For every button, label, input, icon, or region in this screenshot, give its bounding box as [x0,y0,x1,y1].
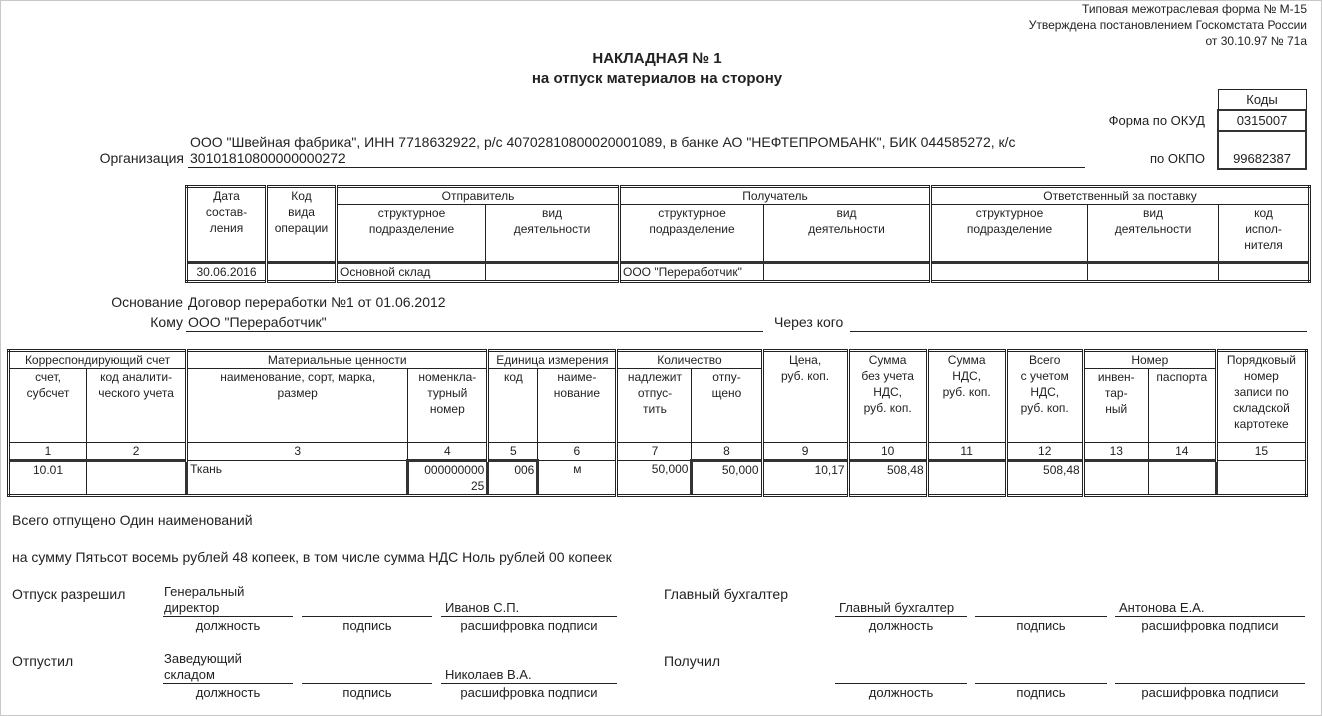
header-sender: Отправитель [337,187,620,205]
received-sign-line[interactable] [975,683,1107,684]
col-num: 13 [1083,443,1148,461]
header-qty-released [692,369,762,443]
sender-receiver-row [187,263,1310,282]
cell-vat[interactable] [927,461,1006,496]
released-position [164,651,242,683]
cell-passport[interactable] [1148,461,1216,496]
h-struct-l1: структурное [658,206,726,220]
document-title: НАКЛАДНАЯ № 1 [592,50,722,67]
h1-l2: субсчет [26,386,70,400]
col-num: 11 [927,443,1006,461]
cell-card-no[interactable] [1216,461,1306,496]
header-receiver-struct [620,205,764,263]
allowed-sign-line[interactable] [302,616,432,617]
h3-l2: размер [277,386,318,400]
h10-l4: руб. коп. [863,401,912,415]
cell-price[interactable]: 10,17 [762,461,848,496]
released-position-l2: складом [164,667,215,682]
received-label: Получил [664,653,720,669]
accountant-caption-sign: подпись [1016,618,1066,633]
h12-l3: НДС, [1030,385,1060,399]
h-struct-l1: структурное [377,206,446,220]
h2-l2: ческого учета [98,386,174,400]
via-underline [850,331,1307,332]
accountant-sign-line[interactable] [975,616,1107,617]
received-caption-name: расшифровка подписи [1141,685,1279,700]
group-unit: Единица измерения [488,351,617,369]
h10-l1: Сумма [868,353,907,367]
h13-l3: ный [1105,402,1128,416]
allowed-name-line [441,616,617,617]
allowed-caption-position: должность [195,618,261,633]
header-responsible: Ответственный за поставку [931,187,1310,205]
group-materials: Материальные ценности [187,351,488,369]
col-num: 4 [408,443,488,461]
header-resp-executor [1219,205,1310,263]
header-date-l2: состав- [205,205,248,219]
h7-l2: отпус- [637,386,673,400]
allowed-position [164,584,244,616]
header-sender-activity [486,205,620,263]
col-num: 9 [762,443,848,461]
allowed-caption-sign: подпись [342,618,392,633]
accountant-name: Антонова Е.А. [1119,600,1205,615]
to-value: ООО "Переработчик" [188,314,327,330]
table-row [9,461,1307,496]
h11-l3: руб. коп. [942,385,991,399]
header-analytic [87,369,187,443]
h15-l1: Порядковый [1226,353,1296,367]
cell-analytic[interactable] [87,461,187,496]
okpo-label: по ОКПО [1149,151,1205,166]
col-num: 8 [692,443,762,461]
h15-l3: записи по [1234,385,1289,399]
h8-l2: щено [711,386,742,400]
header-unit-code [488,369,538,443]
codes-table [1217,89,1307,170]
h-activity-l2: деятельности [513,222,591,236]
cell-sender-activity[interactable] [486,263,620,282]
via-label: Через кого [774,314,844,330]
accountant-caption-position: должность [868,618,934,633]
col-num: 14 [1148,443,1216,461]
h9-l1: Цена, [788,353,822,367]
cell-opcode[interactable] [267,263,337,282]
h-struct-l2: подразделение [368,222,455,236]
allowed-position-l1: Генеральный [164,584,245,599]
header-total [1006,351,1083,443]
okpo-value-text: 99682387 [1233,151,1291,166]
col-num: 15 [1216,443,1306,461]
form-approval-date: от 30.10.97 № 71а [1205,34,1307,48]
h-struct-l2: подразделение [649,222,735,236]
header-receiver: Получатель [620,187,931,205]
cell-sum-no-vat[interactable]: 508,48 [848,461,927,496]
nomenclature-l1: 000000000 [424,463,485,477]
header-resp-activity [1088,205,1219,263]
header-opcode-l2: вида [288,205,315,219]
codes-header: Коды [1218,90,1306,111]
h-exec-l2: испол- [1245,222,1282,236]
released-caption-name: расшифровка подписи [460,685,598,700]
header-sender-struct [337,205,486,263]
column-numbers-row [9,443,1307,461]
h-exec-l3: нителя [1244,238,1283,252]
group-number: Номер [1083,351,1216,369]
cell-account[interactable]: 10.01 [9,461,87,496]
released-position-line [163,683,293,684]
col-num: 10 [848,443,927,461]
released-label: Отпустил [12,653,74,669]
col-num: 7 [617,443,692,461]
h10-l3: НДС, [873,385,903,399]
h1-l1: счет, [35,370,61,384]
h13-l2: тар- [1104,386,1128,400]
organization-line1: ООО "Швейная фабрика", ИНН 7718632922, р/с 40702810800020001089, в банке АО "НЕФТЕПРОМБАНК", БИК 044585272, к/с [190,134,1016,150]
h9-l2: руб. коп. [781,369,830,383]
to-underline [186,331,763,332]
h13-l1: инвен- [1097,370,1135,384]
header-opcode [267,187,337,263]
header-vat [927,351,1006,443]
received-caption-position: должность [868,685,934,700]
header-nomenclature [408,369,488,443]
h2-l1: код аналити- [100,370,173,384]
header-date-l3: ления [209,221,244,235]
okud-label: Форма по ОКУД [1108,113,1205,128]
allowed-name: Иванов С.П. [445,600,520,615]
received-caption-sign: подпись [1016,685,1066,700]
cell-date[interactable]: 30.06.2016 [187,263,267,282]
cell-receiver-activity[interactable] [764,263,931,282]
h11-l2: НДС, [952,369,982,383]
h-activity-l1: вид [836,206,857,220]
released-sign-line[interactable] [302,683,432,684]
group-corr-account: Корреспондирующий счет [9,351,187,369]
cell-inventory[interactable] [1083,461,1148,496]
h7-l3: тить [642,402,667,416]
header-opcode-l1: Код [291,189,312,203]
cell-receiver-struct[interactable]: ООО "Переработчик" [620,263,764,282]
h-exec-l1: код [1254,206,1273,220]
cell-name[interactable]: Ткань [187,461,408,496]
received-name-line [1115,683,1305,684]
h-activity-l1: вид [541,206,563,220]
header-resp-struct [931,205,1088,263]
released-caption-sign: подпись [342,685,392,700]
col-num: 12 [1006,443,1083,461]
form-header [1029,1,1307,49]
cell-qty-due[interactable]: 50,000 [617,461,692,496]
h3-l1: наименование, сорт, марка, [220,370,376,384]
header-date [187,187,267,263]
sender-receiver-table [185,185,1311,283]
h-activity-l2: деятельности [808,222,885,236]
h12-l2: с учетом [1020,369,1069,383]
h10-l2: без учета [861,369,914,383]
h15-l4: складской [1233,401,1290,415]
h7-l1: надлежит [627,370,682,384]
organization-label: Организация [99,150,184,166]
header-card-no [1216,351,1306,443]
h8-l1: отпу- [712,370,741,384]
nomenclature-l2: 25 [470,479,485,493]
allowed-caption-name: расшифровка подписи [460,618,598,633]
h14-l1: паспорта [1156,370,1208,384]
h11-l1: Сумма [947,353,986,367]
cell-resp-struct[interactable] [931,263,1088,282]
col-num: 1 [9,443,87,461]
h-struct-l1: структурное [975,206,1044,220]
header-price [762,351,848,443]
allowed-position-line [163,616,293,617]
header-qty-due [617,369,692,443]
accountant-caption-name: расшифровка подписи [1141,618,1279,633]
cell-unit-name[interactable]: м [538,461,617,496]
col-num: 2 [87,443,187,461]
col-num: 5 [488,443,538,461]
col-num: 6 [538,443,617,461]
accountant-name-line [1115,616,1305,617]
basis-value: Договор переработки №1 от 01.06.2012 [188,294,446,310]
cell-total[interactable]: 508,48 [1006,461,1083,496]
header-unit-name [538,369,617,443]
cell-nomenclature[interactable] [408,461,488,496]
h15-l2: номер [1243,369,1279,383]
cell-sender-struct[interactable]: Основной склад [337,263,486,282]
allowed-label: Отпуск разрешил [12,586,126,602]
h4-l1: номенкла- [418,370,477,384]
total-released: Всего отпущено Один наименований [12,512,253,528]
header-inventory [1083,369,1148,443]
group-quantity: Количество [617,351,762,369]
materials-table [7,349,1308,497]
form-approval: Утверждена постановлением Госкомстата России [1028,18,1307,32]
received-position-line [835,683,967,684]
header-account [9,369,87,443]
h-struct-l2: подразделение [966,222,1053,236]
document-subtitle: на отпуск материалов на сторону [531,70,783,87]
h12-l1: Всего [1028,353,1061,367]
released-position-l1: Заведующий [164,651,242,666]
accountant-position-line [835,616,967,617]
header-receiver-activity [764,205,931,263]
h-activity-l1: вид [1142,206,1164,220]
organization-underline [188,167,1085,168]
okpo-value [1218,131,1306,169]
cell-resp-activity[interactable] [1088,263,1219,282]
h-activity-l2: деятельности [1114,222,1192,236]
cell-unit-code[interactable]: 006 [488,461,538,496]
header-date-l1: Дата [213,189,240,203]
h5-l1: код [503,370,523,384]
released-caption-position: должность [195,685,261,700]
allowed-position-l2: директор [164,600,220,615]
header-sum-no-vat [848,351,927,443]
cell-qty-released[interactable]: 50,000 [692,461,762,496]
total-sum: на сумму Пятьсот восемь рублей 48 копеек, в том числе сумма НДС Ноль рублей 00 копеек [12,549,612,565]
basis-label: Основание [111,294,183,310]
h12-l4: руб. коп. [1020,401,1069,415]
cell-resp-executor[interactable] [1219,263,1310,282]
form-type: Типовая межотраслевая форма № М-15 [1082,2,1307,16]
released-name: Николаев В.А. [445,667,532,682]
h4-l3: номер [429,402,465,416]
accountant-position: Главный бухгалтер [839,600,955,615]
header-name [187,369,408,443]
h6-l2: нование [553,386,600,400]
organization-line2: 30101810800000000272 [190,150,346,166]
h4-l2: турный [427,386,468,400]
to-label: Кому [150,314,183,330]
h6-l1: наиме- [557,370,597,384]
header-opcode-l3: операции [274,221,329,235]
h15-l5: картотеке [1234,417,1289,431]
accountant-label: Главный бухгалтер [664,586,788,602]
released-name-line [441,683,617,684]
okud-value: 0315007 [1218,110,1306,131]
header-passport [1148,369,1216,443]
col-num: 3 [187,443,408,461]
